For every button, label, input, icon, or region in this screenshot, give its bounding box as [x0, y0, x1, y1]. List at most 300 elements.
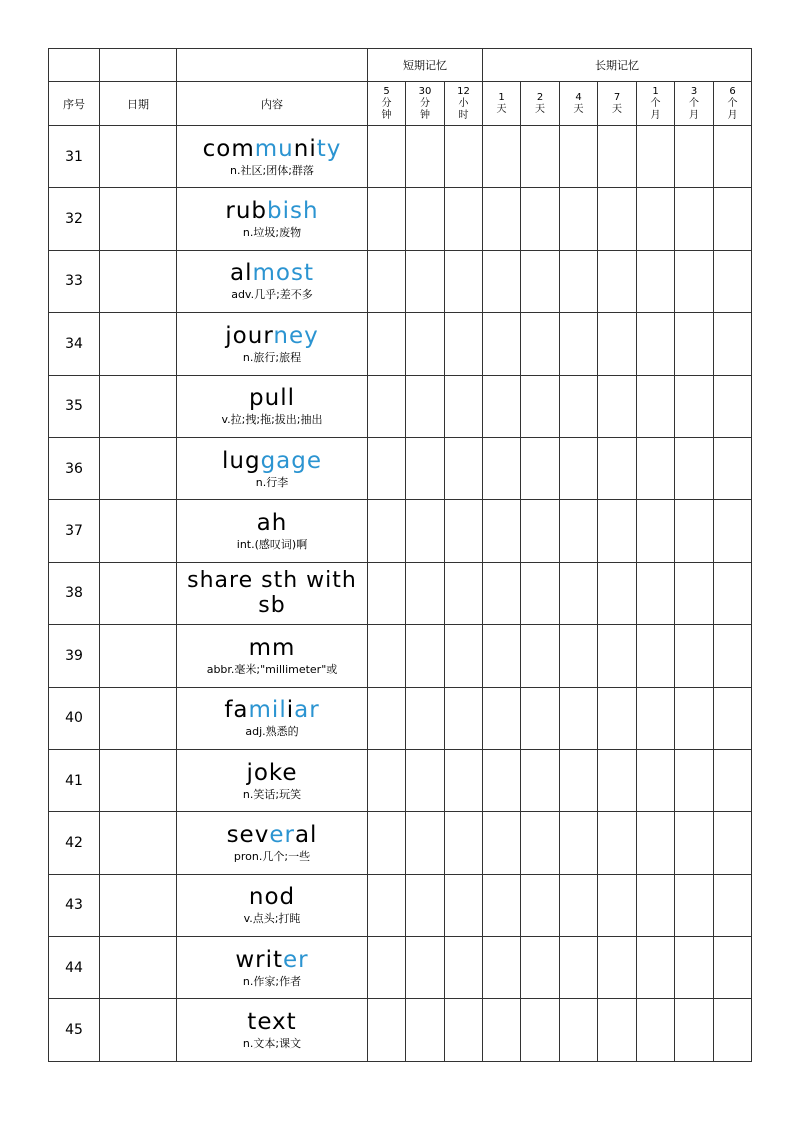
content-cell [177, 749, 368, 811]
date-cell[interactable] [100, 874, 177, 936]
review-check-cell[interactable] [637, 250, 675, 312]
review-check-cell[interactable] [368, 874, 406, 936]
row-number: 32 [49, 188, 100, 250]
review-check-cell[interactable] [598, 562, 637, 624]
review-check-cell[interactable] [714, 999, 752, 1061]
review-check-cell[interactable] [445, 313, 483, 375]
date-cell[interactable] [100, 437, 177, 499]
review-check-cell[interactable] [714, 500, 752, 562]
review-check-cell[interactable] [521, 625, 560, 687]
table-row [49, 313, 752, 375]
interval-header-char: 3 [690, 85, 698, 97]
table-row [49, 375, 752, 437]
review-check-cell[interactable] [598, 250, 637, 312]
word-meaning: n.文本;课文 [242, 1037, 302, 1051]
review-check-cell[interactable] [675, 874, 714, 936]
content-cell [177, 937, 368, 999]
word-meaning: n.行李 [255, 475, 289, 489]
review-check-cell[interactable] [445, 625, 483, 687]
blank-header-cell [100, 49, 177, 82]
review-check-cell[interactable] [406, 999, 445, 1061]
date-cell[interactable] [100, 937, 177, 999]
table-row [49, 188, 752, 250]
word-meaning: pron.几个;一些 [233, 849, 311, 863]
date-cell[interactable] [100, 188, 177, 250]
content-cell [177, 437, 368, 499]
interval-header-6 [598, 82, 637, 126]
review-check-cell[interactable] [598, 313, 637, 375]
review-check-cell[interactable] [598, 375, 637, 437]
review-check-cell[interactable] [675, 687, 714, 749]
review-check-cell[interactable] [406, 313, 445, 375]
review-check-cell[interactable] [675, 437, 714, 499]
review-check-cell[interactable] [598, 749, 637, 811]
word-meaning: n.社区;团体;群落 [230, 163, 314, 177]
word-part-highlight: gage [260, 447, 323, 474]
word-part: sev [226, 821, 270, 848]
word-meaning: abbr.毫米;"millimeter"或 [206, 662, 338, 676]
review-check-cell[interactable] [714, 749, 752, 811]
word-part: pull [249, 385, 295, 412]
review-check-cell[interactable] [560, 812, 598, 874]
review-check-cell[interactable] [637, 687, 675, 749]
interval-header-7 [637, 82, 675, 126]
review-check-cell[interactable] [368, 625, 406, 687]
review-check-cell[interactable] [445, 749, 483, 811]
review-check-cell[interactable] [406, 749, 445, 811]
column-header-row [49, 82, 752, 126]
review-check-cell[interactable] [406, 188, 445, 250]
review-check-cell[interactable] [445, 250, 483, 312]
review-check-cell[interactable] [368, 500, 406, 562]
word-part-highlight: ty [316, 135, 342, 162]
review-check-cell[interactable] [483, 188, 521, 250]
blank-header-cell [49, 49, 100, 82]
review-check-cell[interactable] [560, 375, 598, 437]
review-check-cell[interactable] [406, 250, 445, 312]
review-check-cell[interactable] [406, 126, 445, 188]
word-meaning: v.点头;打盹 [243, 912, 301, 926]
interval-header-char: 个 [650, 97, 661, 109]
vocab-word [177, 947, 367, 973]
review-check-cell[interactable] [406, 375, 445, 437]
date-cell[interactable] [100, 749, 177, 811]
date-cell[interactable] [100, 375, 177, 437]
interval-header-char: 6 [729, 85, 736, 97]
review-check-cell[interactable] [598, 500, 637, 562]
review-check-cell[interactable] [521, 126, 560, 188]
interval-header-char: 钟 [420, 109, 430, 121]
word-meaning: adj.熟悉的 [245, 725, 299, 739]
interval-header-char: 钟 [381, 109, 392, 121]
review-check-cell[interactable] [714, 188, 752, 250]
review-check-cell[interactable] [675, 250, 714, 312]
review-check-cell[interactable] [483, 562, 521, 624]
interval-header-char: 1 [498, 91, 505, 103]
interval-header-char: 分 [420, 97, 430, 109]
interval-header-8 [675, 82, 714, 126]
word-part: i [286, 697, 295, 724]
interval-header-char: 个 [727, 97, 738, 109]
table-row [49, 437, 752, 499]
review-check-cell[interactable] [637, 812, 675, 874]
review-check-cell[interactable] [560, 562, 598, 624]
word-part-highlight: most [252, 260, 314, 287]
review-check-cell[interactable] [675, 999, 714, 1061]
review-check-cell[interactable] [445, 937, 483, 999]
review-check-cell[interactable] [521, 937, 560, 999]
row-number: 36 [49, 437, 100, 499]
word-part-highlight: er [283, 946, 309, 973]
review-check-cell[interactable] [637, 126, 675, 188]
review-check-cell[interactable] [637, 874, 675, 936]
interval-header-char: 2 [536, 91, 544, 103]
review-check-cell[interactable] [521, 313, 560, 375]
content-cell [177, 313, 368, 375]
review-check-cell[interactable] [560, 687, 598, 749]
row-number: 38 [49, 562, 100, 624]
word-part: rub [225, 198, 268, 225]
review-check-cell[interactable] [560, 874, 598, 936]
interval-header-char: 天 [612, 103, 622, 115]
review-check-cell[interactable] [521, 250, 560, 312]
review-check-cell[interactable] [714, 937, 752, 999]
vocab-word [177, 198, 367, 224]
review-check-cell[interactable] [445, 999, 483, 1061]
review-check-cell[interactable] [637, 562, 675, 624]
date-cell[interactable] [100, 313, 177, 375]
memory-review-table [48, 48, 752, 1062]
interval-header-char: 5 [383, 85, 390, 97]
date-cell[interactable] [100, 250, 177, 312]
review-check-cell[interactable] [637, 437, 675, 499]
review-check-cell[interactable] [483, 999, 521, 1061]
review-check-cell[interactable] [483, 126, 521, 188]
review-check-cell[interactable] [445, 500, 483, 562]
review-check-cell[interactable] [445, 126, 483, 188]
table-row [49, 749, 752, 811]
review-check-cell[interactable] [714, 874, 752, 936]
word-part-highlight: bish [267, 198, 319, 225]
review-check-cell[interactable] [406, 874, 445, 936]
review-check-cell[interactable] [483, 749, 521, 811]
review-check-cell[interactable] [560, 250, 598, 312]
table-row [49, 500, 752, 562]
word-meaning: n.旅行;旅程 [242, 350, 302, 364]
review-check-cell[interactable] [598, 437, 637, 499]
word-part: al [294, 821, 318, 848]
review-check-cell[interactable] [368, 126, 406, 188]
review-check-cell[interactable] [368, 812, 406, 874]
interval-header-char: 30 [418, 85, 432, 97]
table-row [49, 250, 752, 312]
review-check-cell[interactable] [637, 749, 675, 811]
interval-header-2 [445, 82, 483, 126]
review-check-cell[interactable] [714, 375, 752, 437]
word-part: writ [235, 946, 284, 973]
interval-header-char: 天 [573, 103, 584, 115]
word-part-highlight: mu [254, 135, 294, 162]
review-check-cell[interactable] [445, 188, 483, 250]
word-part: com [202, 135, 255, 162]
review-check-cell[interactable] [445, 437, 483, 499]
review-check-cell[interactable] [560, 126, 598, 188]
date-header: 日期 [100, 82, 177, 126]
table-row [49, 874, 752, 936]
review-check-cell[interactable] [368, 250, 406, 312]
row-number: 43 [49, 874, 100, 936]
interval-header-3 [483, 82, 521, 126]
content-cell [177, 999, 368, 1061]
review-check-cell[interactable] [368, 687, 406, 749]
content-cell [177, 625, 368, 687]
interval-header-9 [714, 82, 752, 126]
vocab-word [177, 822, 367, 848]
date-cell[interactable] [100, 562, 177, 624]
table-row [49, 999, 752, 1061]
review-check-cell[interactable] [714, 313, 752, 375]
word-part: fa [224, 697, 249, 724]
interval-header-5 [560, 82, 598, 126]
review-check-cell[interactable] [714, 250, 752, 312]
interval-header-char: 分 [381, 97, 392, 109]
short-term-header: 短期记忆 [368, 49, 483, 82]
review-check-cell[interactable] [368, 375, 406, 437]
review-check-cell[interactable] [483, 687, 521, 749]
content-cell [177, 687, 368, 749]
review-check-cell[interactable] [675, 625, 714, 687]
vocab-word [177, 385, 367, 411]
review-check-cell[interactable] [368, 437, 406, 499]
review-check-cell[interactable] [483, 375, 521, 437]
review-check-cell[interactable] [521, 999, 560, 1061]
review-check-cell[interactable] [521, 375, 560, 437]
review-check-cell[interactable] [560, 313, 598, 375]
review-check-cell[interactable] [714, 126, 752, 188]
row-number: 35 [49, 375, 100, 437]
review-check-cell[interactable] [637, 188, 675, 250]
content-cell [177, 126, 368, 188]
vocab-word [177, 260, 367, 286]
review-check-cell[interactable] [445, 562, 483, 624]
review-check-cell[interactable] [637, 625, 675, 687]
interval-header-char: 天 [496, 103, 507, 115]
interval-header-char: 4 [575, 91, 582, 103]
review-check-cell[interactable] [368, 937, 406, 999]
word-part-highlight: ney [273, 322, 319, 349]
review-check-cell[interactable] [598, 937, 637, 999]
date-cell[interactable] [100, 625, 177, 687]
vocab-word [177, 1009, 367, 1035]
date-cell[interactable] [100, 500, 177, 562]
review-check-cell[interactable] [675, 749, 714, 811]
word-part-highlight: mil [248, 697, 287, 724]
word-part: nod [248, 884, 296, 911]
interval-header-char: 1 [652, 85, 659, 97]
review-check-cell[interactable] [598, 625, 637, 687]
interval-header-char: 月 [650, 109, 661, 121]
review-check-cell[interactable] [560, 500, 598, 562]
review-check-cell[interactable] [406, 437, 445, 499]
review-check-cell[interactable] [598, 687, 637, 749]
content-cell [177, 562, 368, 624]
vocab-word [177, 136, 367, 162]
word-meaning: int.(感叹词)啊 [236, 538, 308, 552]
review-check-cell[interactable] [598, 999, 637, 1061]
word-part-highlight: er [269, 821, 295, 848]
date-cell[interactable] [100, 126, 177, 188]
review-check-cell[interactable] [368, 188, 406, 250]
interval-header-4 [521, 82, 560, 126]
review-check-cell[interactable] [406, 562, 445, 624]
review-check-cell[interactable] [560, 625, 598, 687]
review-check-cell[interactable] [675, 375, 714, 437]
review-check-cell[interactable] [714, 625, 752, 687]
review-check-cell[interactable] [406, 937, 445, 999]
review-check-cell[interactable] [368, 749, 406, 811]
review-check-cell[interactable] [560, 999, 598, 1061]
review-check-cell[interactable] [445, 687, 483, 749]
review-check-cell[interactable] [675, 313, 714, 375]
review-check-cell[interactable] [560, 937, 598, 999]
review-check-cell[interactable] [521, 188, 560, 250]
interval-header-char: 12 [457, 85, 470, 97]
review-check-cell[interactable] [637, 999, 675, 1061]
review-check-cell[interactable] [368, 313, 406, 375]
word-part: share sth with sb [187, 568, 357, 619]
review-check-cell[interactable] [521, 562, 560, 624]
review-check-cell[interactable] [521, 500, 560, 562]
review-check-cell[interactable] [675, 500, 714, 562]
word-part: joke [246, 759, 298, 786]
date-cell[interactable] [100, 687, 177, 749]
content-header: 内容 [177, 82, 368, 126]
review-check-cell[interactable] [483, 437, 521, 499]
review-check-cell[interactable] [714, 687, 752, 749]
review-check-cell[interactable] [675, 126, 714, 188]
interval-header-char: 7 [613, 91, 621, 103]
review-check-cell[interactable] [483, 313, 521, 375]
review-check-cell[interactable] [406, 500, 445, 562]
row-number: 42 [49, 812, 100, 874]
seq-header: 序号 [49, 82, 100, 126]
date-cell[interactable] [100, 999, 177, 1061]
word-part: ni [293, 135, 317, 162]
review-check-cell[interactable] [483, 937, 521, 999]
review-check-cell[interactable] [521, 437, 560, 499]
review-check-cell[interactable] [714, 437, 752, 499]
content-cell [177, 500, 368, 562]
word-part: mm [248, 634, 296, 661]
review-check-cell[interactable] [637, 375, 675, 437]
word-part-highlight: ar [294, 697, 320, 724]
vocab-word [177, 697, 367, 723]
row-number: 31 [49, 126, 100, 188]
review-check-cell[interactable] [521, 749, 560, 811]
table-row [49, 126, 752, 188]
vocab-word [177, 635, 367, 661]
review-check-cell[interactable] [406, 625, 445, 687]
review-check-cell[interactable] [445, 812, 483, 874]
review-check-cell[interactable] [675, 562, 714, 624]
review-check-cell[interactable] [483, 874, 521, 936]
long-term-header: 长期记忆 [483, 49, 752, 82]
table-row [49, 937, 752, 999]
review-check-cell[interactable] [560, 188, 598, 250]
group-header-row [49, 49, 752, 82]
review-check-cell[interactable] [637, 500, 675, 562]
review-check-cell[interactable] [560, 437, 598, 499]
interval-header-char: 时 [458, 109, 469, 121]
date-cell[interactable] [100, 812, 177, 874]
review-check-cell[interactable] [675, 937, 714, 999]
blank-header-cell [177, 49, 368, 82]
row-number: 44 [49, 937, 100, 999]
row-number: 37 [49, 500, 100, 562]
interval-header-char: 月 [727, 109, 738, 121]
table-row [49, 625, 752, 687]
review-check-cell[interactable] [714, 562, 752, 624]
review-check-cell[interactable] [521, 874, 560, 936]
review-check-cell[interactable] [598, 874, 637, 936]
row-number: 39 [49, 625, 100, 687]
review-check-cell[interactable] [406, 812, 445, 874]
review-check-cell[interactable] [368, 999, 406, 1061]
review-check-cell[interactable] [675, 812, 714, 874]
review-check-cell[interactable] [445, 874, 483, 936]
vocab-word [177, 760, 367, 786]
review-check-cell[interactable] [483, 812, 521, 874]
word-meaning: n.作家;作者 [242, 974, 302, 988]
vocab-word [177, 448, 367, 474]
vocab-word [177, 510, 367, 536]
review-check-cell[interactable] [521, 687, 560, 749]
review-check-cell[interactable] [637, 937, 675, 999]
review-check-cell[interactable] [521, 812, 560, 874]
content-cell [177, 375, 368, 437]
vocab-word [177, 323, 367, 349]
review-check-cell[interactable] [483, 500, 521, 562]
row-number: 45 [49, 999, 100, 1061]
review-check-cell[interactable] [483, 250, 521, 312]
word-part: jour [225, 322, 274, 349]
review-check-cell[interactable] [560, 749, 598, 811]
review-check-cell[interactable] [445, 375, 483, 437]
word-part: lug [221, 447, 261, 474]
interval-header-0 [368, 82, 406, 126]
review-check-cell[interactable] [714, 812, 752, 874]
review-check-cell[interactable] [637, 313, 675, 375]
interval-header-char: 个 [689, 97, 699, 109]
vocab-word [177, 884, 367, 910]
interval-header-char: 天 [535, 103, 545, 115]
review-check-cell[interactable] [675, 188, 714, 250]
review-check-cell[interactable] [598, 126, 637, 188]
word-part: al [230, 260, 253, 287]
review-check-cell[interactable] [368, 562, 406, 624]
row-number: 40 [49, 687, 100, 749]
interval-header-char: 月 [689, 109, 699, 121]
interval-header-1 [406, 82, 445, 126]
review-check-cell[interactable] [598, 188, 637, 250]
review-check-cell[interactable] [406, 687, 445, 749]
review-check-cell[interactable] [483, 625, 521, 687]
word-part: text [247, 1009, 297, 1036]
table-row [49, 687, 752, 749]
vocab-word [177, 568, 367, 618]
word-meaning: adv.几乎;差不多 [231, 288, 313, 302]
review-check-cell[interactable] [598, 812, 637, 874]
